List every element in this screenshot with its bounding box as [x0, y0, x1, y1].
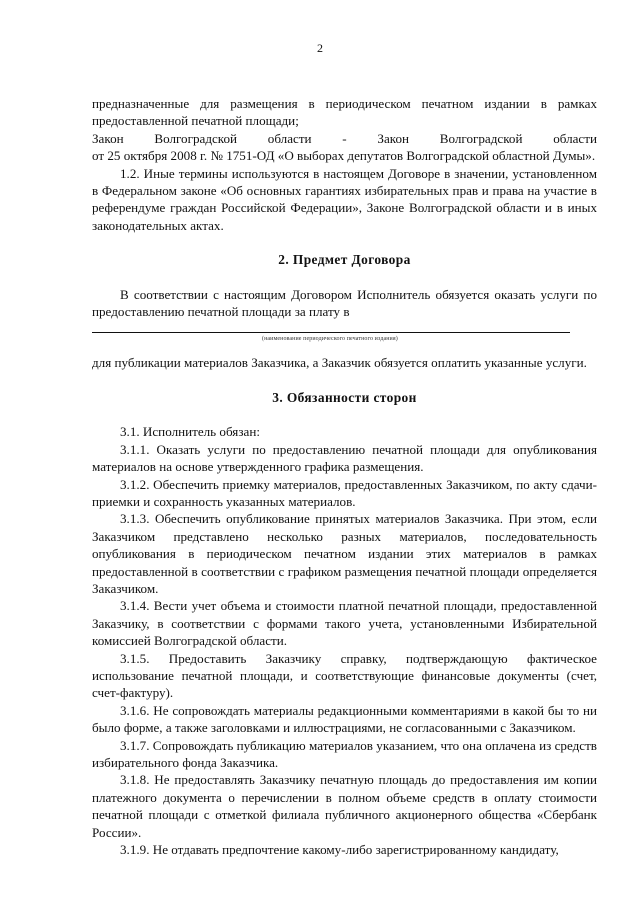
intro-paragraph: предназначенные для размещения в периодическом печатном издании в рамках предоставленной печатной площади; [92, 96, 597, 129]
document-body [92, 95, 597, 858]
clause-1-2: 1.2. Иные термины используются в настоящем Договоре в значении, установленном в Федеральном законе «Об основных гарантиях избирательных прав и права на участие в референдуме граждан Российской Федерации», Законе Волгоградской области и в иных законодательных актах. [92, 165, 597, 233]
clause-3-1-4: 3.1.4. Вести учет объема и стоимости платной печатной площади, предоставленной Заказчику, в соответствии с формами такого учета, установленными Избирательной комиссией Волгоградской области. [92, 598, 597, 649]
clause-3-1-9: 3.1.9. Не отдавать предпочтение какому-либо зарегистрированному кандидату, [120, 842, 559, 858]
page-number: 2 [317, 41, 323, 55]
clause-3-1-5: 3.1.5. Предоставить Заказчику справку, подтверждающую фактическое использование печатной площади, и соответствующие финансовые документы (счет, счет-фактуру). [92, 650, 597, 701]
section-2-heading: 2. Предмет Договора [278, 252, 411, 268]
law-word: - [342, 130, 347, 146]
law-word: Волгоградской [439, 130, 523, 146]
law-word: области [267, 130, 312, 146]
clause-3-1-6: 3.1.6. Не сопровождать материалы редакционными комментариями в какой бы то ни было форме, а также заголовками и иллюстрациями, не согласованными с Заказчиком. [92, 702, 597, 736]
clause-3-1-1: 3.1.1. Оказать услуги по предоставлению печатной площади для опубликования материалов на основе утвержденного графика размещения. [92, 441, 597, 475]
section-2-paragraph: В соответствии с настоящим Договором Исполнитель обязуется оказать услуги по предоставлению печатной площади за плату в [92, 286, 597, 320]
section-3-heading: 3. Обязанности сторон [272, 389, 417, 405]
clause-3-1-3: 3.1.3. Обеспечить опубликование принятых материалов Заказчика. При этом, если Заказчиком представлено несколько разных материалов, последовательность опубликования в периодическом печатном издании этих материалов в рамках предоставленной в соответствии с графиком размещения печатной площади определяется Заказчиком. [92, 511, 597, 596]
section-2-continuation: для публикации материалов Заказчика, а Заказчик обязуется оплатить указанные услуги. [92, 355, 587, 371]
law-word: Волгоградской [154, 130, 238, 146]
law-definition: от 25 октября 2008 г. № 1751-ОД «О выборах депутатов Волгоградской областной Думы». [92, 148, 596, 164]
clause-3-1: 3.1. Исполнитель обязан: [120, 424, 260, 440]
law-title-row [92, 130, 597, 147]
law-word: Закон [377, 130, 410, 146]
clause-3-1-8: 3.1.8. Не предоставлять Заказчику печатную площадь до предоставления им копии платежного документа о перечислении в полном объеме средств в оплату стоимости печатной площади с отметкой филиала публичного акционерного общества «Сбербанк России». [92, 772, 597, 840]
fill-in-line [92, 332, 570, 333]
law-word: области [553, 130, 597, 146]
clause-3-1-7: 3.1.7. Сопровождать публикацию материалов указанием, что она оплачена из средств избирательного фонда Заказчика. [92, 737, 597, 770]
clause-3-1-2: 3.1.2. Обеспечить приемку материалов, предоставленных Заказчиком, по акту сдачи-приемки и сохранность указанных материалов. [92, 476, 597, 509]
blank-caption: (наименование периодического печатного издания) [262, 336, 398, 343]
publication-name-blank [92, 320, 597, 354]
law-word: Закон [92, 130, 124, 146]
